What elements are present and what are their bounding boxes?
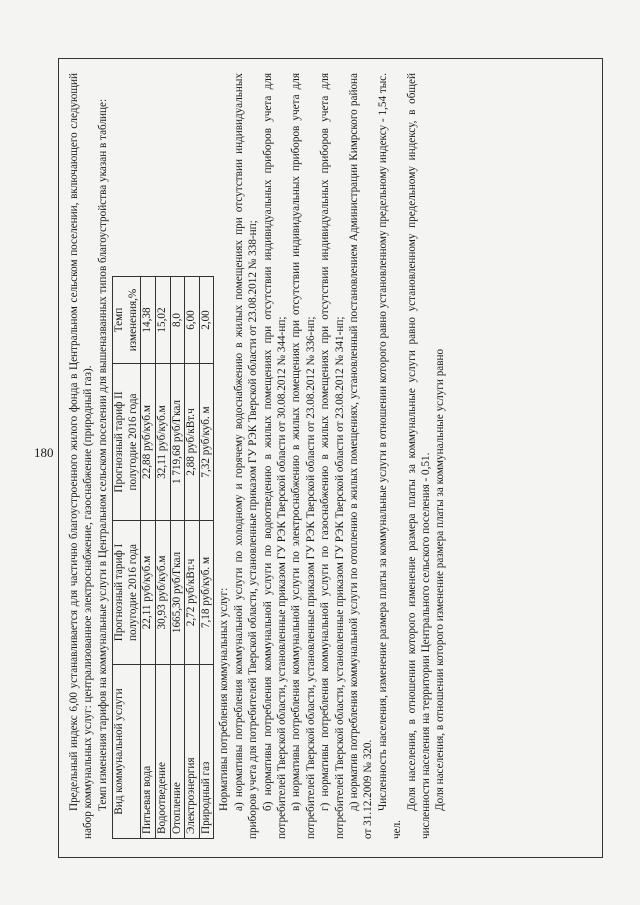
table-cell: Электроэнергия <box>185 665 200 839</box>
paragraph-population-share: Доля населения, в отношении которого изменение размера платы за коммунальные услуги равно установленному предельному индексу, в общей численности населения на территории Центрального сельского поселения - 0,51. <box>405 73 433 839</box>
table-cell: 8,0 <box>170 277 185 364</box>
tariff-table <box>112 276 214 839</box>
paragraph-population-share-cont: Доля населения, в отношении которого изменение размера платы за коммунальные услуги равно <box>434 348 447 811</box>
table-cell: 6,00 <box>185 277 200 364</box>
paragraph-norm-a: а) нормативы потребления коммунальной услуги по холодному и горячему водоснабжению в жилых помещениях при отсутствии индивидуальных приборов учета для потребителей Тверской области, установленные приказом ГУ РЭК Тверской области от 23.08.2012 № 338-нп; <box>232 73 260 839</box>
column-header: Прогнозный тариф I полугодие 2016 года <box>113 521 141 665</box>
rotated-content <box>59 59 602 857</box>
table-cell: 22,11 руб/куб.м <box>141 521 156 665</box>
table-row <box>156 277 171 839</box>
table-cell: 2,00 <box>199 277 214 364</box>
table-cell: 32,11 руб/куб.м <box>156 364 171 521</box>
table-cell: 2,72 руб/кВт.ч <box>185 521 200 665</box>
table-row <box>185 277 200 839</box>
column-header: Вид коммунальной услуги <box>113 665 141 839</box>
paragraph-tariff-intro: Темп изменения тарифов на коммунальные услуги в Центральном сельском поселении для вышеназванных типов благоустройства указан в таблице: <box>96 98 109 811</box>
table-cell: 1 719,68 руб/Гкал <box>170 364 185 521</box>
paragraph-norm-v: в) нормативы потребления коммунальной услуги по электроснабжению в жилых помещениях при отсутствии индивидуальных приборов учета для потребителей Тверской области, установленные приказом ГУ РЭК Тверской области от 23.08.2012 № 336-нп; <box>290 73 317 839</box>
table-cell: Питьевая вода <box>141 665 156 839</box>
table-cell: 15,02 <box>156 277 171 364</box>
column-header: Прогнозный тариф II полугодие 2016 года <box>113 364 141 521</box>
table-row <box>199 277 214 839</box>
paragraph-norms-heading: Нормативы потребления коммунальных услуг: <box>218 587 231 811</box>
table-cell: 30,93 руб/куб.м <box>156 521 171 665</box>
table-cell: Водоотведение <box>156 665 171 839</box>
table-cell: 22,88 руб/куб.м <box>141 364 156 521</box>
paragraph-norm-b: б) нормативы потребления коммунальной услуги по водоотведению в жилых помещениях при отсутствии индивидуальных приборов учета для потребителей Тверской области, установленные приказом ГУ РЭК Тверской области от 30.08.2012 № 344-нп; <box>261 73 288 839</box>
table-cell: 14,38 <box>141 277 156 364</box>
table-cell: Природный газ <box>199 665 214 839</box>
paragraph-norm-d: д) норматив потребления коммунальной услуги по отоплению в жилых помещениях, установленный постановлением Администрации Кимрского района от 31.12.2009 № 320. <box>348 73 375 839</box>
column-header: Темп изменения,% <box>113 277 141 364</box>
table-cell: 7,32 руб/куб. м <box>199 364 214 521</box>
paragraph-norm-g: г) нормативы потребления коммунальной услуги по газоснабжению в жилых помещениях при отсутствии индивидуальных приборов учета для потребителей Тверской области, установленные приказом ГУ РЭК Тверской области от 23.08.2012 № 341-нп; <box>319 73 346 839</box>
table-cell: Отопление <box>170 665 185 839</box>
table-cell: 7,18 руб/куб. м <box>199 521 214 665</box>
table-row <box>170 277 185 839</box>
table-row <box>141 277 156 839</box>
paragraph-index: Предельный индекс 6,00 устанавливается для частично благоустроенного жилого фонда в Центральном сельском поселении, включающего следующий набор коммунальных услуг: централизованное электроснабжение, газоснабжение (природный газ). <box>68 73 95 839</box>
document-frame <box>58 58 603 858</box>
page-number: 180 <box>34 445 54 460</box>
table-cell: 1665,30 руб/Гкал <box>170 521 185 665</box>
table-header-row <box>113 277 141 839</box>
paragraph-population: Численность населения, изменение размера платы за коммунальные услуги в отношении которого равно установленному предельному индексу - 1,54 тыс. чел. <box>376 73 404 839</box>
table-cell: 2,88 руб/кВт.ч <box>185 364 200 521</box>
